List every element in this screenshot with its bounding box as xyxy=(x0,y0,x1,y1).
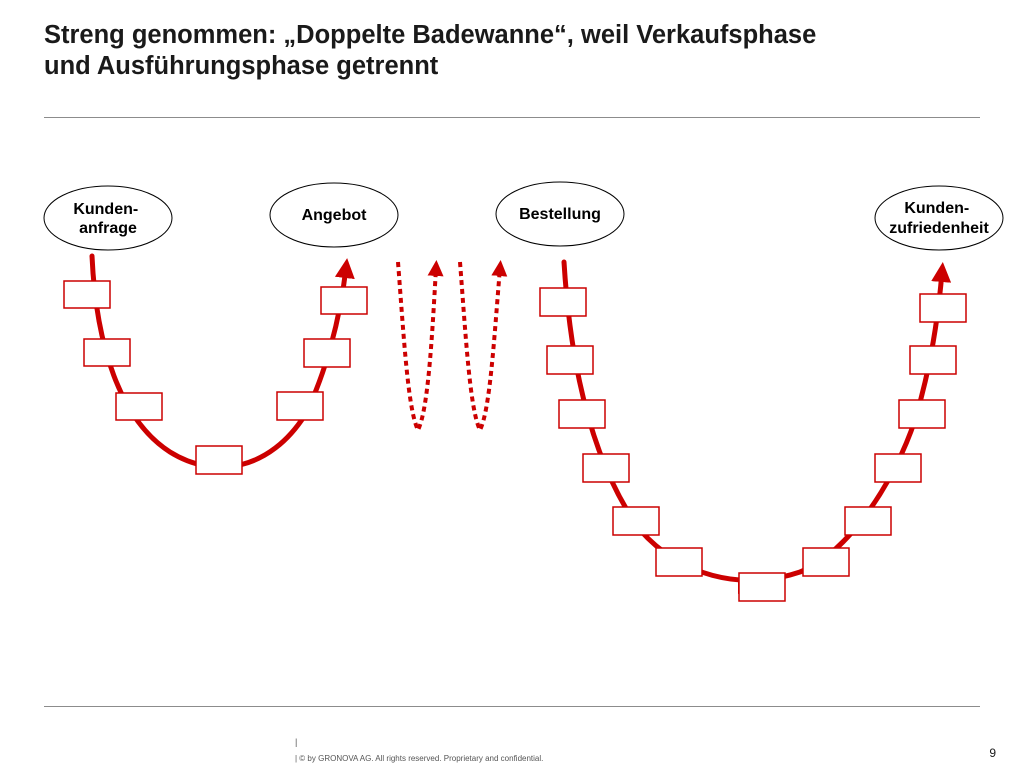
slide-title-line-2: und Ausführungsphase getrennt xyxy=(44,52,439,80)
execution-step-box xyxy=(739,573,785,601)
transition-loop-right xyxy=(460,262,500,430)
sales-step-box xyxy=(84,339,130,366)
node-kundenzufriedenheit-line-1: Kunden- xyxy=(904,200,970,217)
footer-copyright: | © by GRONOVA AG. All rights reserved. Proprietary and confidential. xyxy=(295,754,544,763)
node-kundenzufriedenheit xyxy=(875,186,1003,250)
node-kundenanfrage-line-1: Kunden- xyxy=(73,201,139,218)
execution-step-box xyxy=(656,548,702,576)
sales-step-box xyxy=(277,392,323,420)
svg-text:Bestellung xyxy=(519,206,601,223)
execution-step-box xyxy=(547,346,593,374)
execution-step-boxes xyxy=(540,288,966,601)
node-angebot-label: Angebot xyxy=(301,207,367,224)
footer-divider xyxy=(44,706,980,707)
execution-step-box xyxy=(583,454,629,482)
execution-step-box xyxy=(920,294,966,322)
footer-separator: | xyxy=(295,737,298,747)
node-kundenanfrage xyxy=(44,186,172,250)
execution-step-box xyxy=(803,548,849,576)
node-bestellung-label: Bestellung xyxy=(519,206,601,223)
transition-loop-left xyxy=(398,262,436,430)
node-kundenanfrage-line-2: anfrage xyxy=(79,220,137,237)
node-kundenzufriedenheit-line-2: zufriedenheit xyxy=(889,220,989,237)
sales-step-box xyxy=(64,281,110,308)
execution-step-box xyxy=(845,507,891,535)
slide-title-line-1: Streng genommen: „Doppelte Badewanne“, weil Verkaufsphase xyxy=(44,21,817,49)
execution-step-box xyxy=(910,346,956,374)
execution-step-box xyxy=(613,507,659,535)
execution-step-box xyxy=(899,400,945,428)
svg-text:Angebot xyxy=(302,207,368,224)
sales-step-box xyxy=(116,393,162,420)
node-angebot xyxy=(270,183,398,247)
execution-step-box xyxy=(559,400,605,428)
execution-step-box xyxy=(540,288,586,316)
execution-step-box xyxy=(875,454,921,482)
sales-step-box xyxy=(321,287,367,314)
node-bestellung xyxy=(496,182,624,246)
sales-step-box xyxy=(304,339,350,367)
sales-step-box xyxy=(196,446,242,474)
page-number: 9 xyxy=(989,746,996,760)
